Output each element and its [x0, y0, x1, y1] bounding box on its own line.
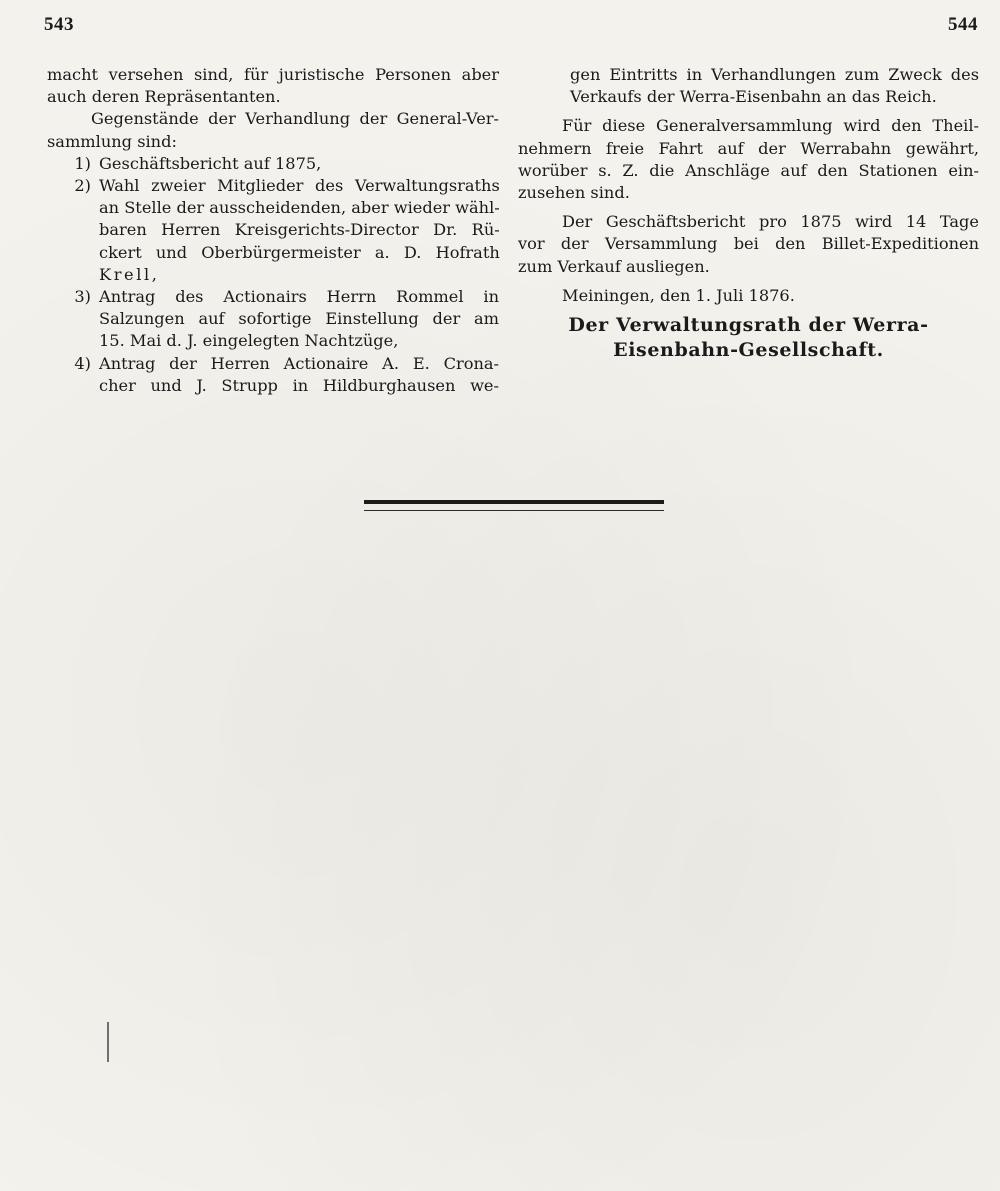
agenda-item-number: 1)	[74, 153, 91, 173]
agenda-item-number: 4)	[74, 353, 91, 373]
agenda-item-2	[47, 175, 499, 286]
text-line: Gegenstände der Verhandlung der General-Ver-	[91, 109, 499, 129]
signature-line: Der Verwaltungsrath der Werra-	[568, 314, 929, 337]
text-line: baren Herren Kreisgerichts-Director Dr. Rü-	[99, 220, 500, 240]
text-line: ckert und Oberbürgermeister a. D. Hofrath	[99, 242, 500, 262]
signature-line: Eisenbahn-Gesellschaft.	[613, 339, 884, 362]
page-number-left: 543	[44, 14, 74, 35]
text-line: macht versehen sind, für juristische Personen aber	[47, 65, 499, 84]
text-line: Salzungen auf sofortige Einstellung der am	[99, 309, 499, 329]
text-line: cher und J. Strupp in Hildburghausen we-	[99, 375, 499, 395]
agenda-item-1	[47, 153, 499, 175]
right-column	[518, 64, 979, 363]
text-line: zusehen sind.	[518, 183, 630, 203]
text-line: sammlung sind:	[47, 131, 177, 151]
text-line: an Stelle der ausscheidenden, aber wieder wähl-	[99, 198, 500, 218]
page-number-right: 544	[948, 14, 978, 35]
agenda-item-number: 2)	[74, 176, 91, 196]
agenda-item-3	[47, 286, 499, 353]
text-line: Verkaufs der Werra-Eisenbahn an das Reich.	[570, 87, 937, 107]
text-line: gen Eintritts in Verhandlungen zum Zweck des	[570, 65, 979, 84]
text-line: Der Geschäftsbericht pro 1875 wird 14 Tage	[562, 212, 979, 232]
text-line: Wahl zweier Mitglieder des Verwaltungsraths	[99, 176, 500, 196]
signature-block	[518, 313, 979, 363]
place-date: Meiningen, den 1. Juli 1876.	[562, 285, 795, 305]
agenda-item-number: 3)	[74, 287, 91, 307]
text-line: vor der Versammlung bei den Billet-Expeditionen	[518, 234, 979, 254]
text-line: Krell,	[99, 264, 160, 284]
text-line: Geschäftsbericht auf 1875,	[99, 153, 322, 173]
section-divider	[364, 500, 664, 511]
text-line: Antrag der Herren Actionaire A. E. Crona-	[99, 353, 499, 373]
text-line: Für diese Generalversammlung wird den Theil-	[562, 116, 979, 136]
left-column	[47, 64, 499, 397]
ink-mark	[107, 1022, 109, 1062]
text-line: nehmern freie Fahrt auf der Werrabahn gewährt,	[518, 138, 979, 158]
text-line: 15. Mai d. J. eingelegten Nachtzüge,	[99, 331, 399, 351]
text-line: worüber s. Z. die Anschläge auf den Stationen ein-	[518, 160, 979, 180]
divider-thin-line	[364, 510, 664, 511]
text-line: auch deren Repräsentanten.	[47, 87, 281, 107]
text-line: Antrag des Actionairs Herrn Rommel in	[99, 287, 499, 307]
divider-thick-line	[364, 500, 664, 504]
text-line: zum Verkauf ausliegen.	[518, 256, 710, 276]
agenda-item-4	[47, 353, 499, 397]
